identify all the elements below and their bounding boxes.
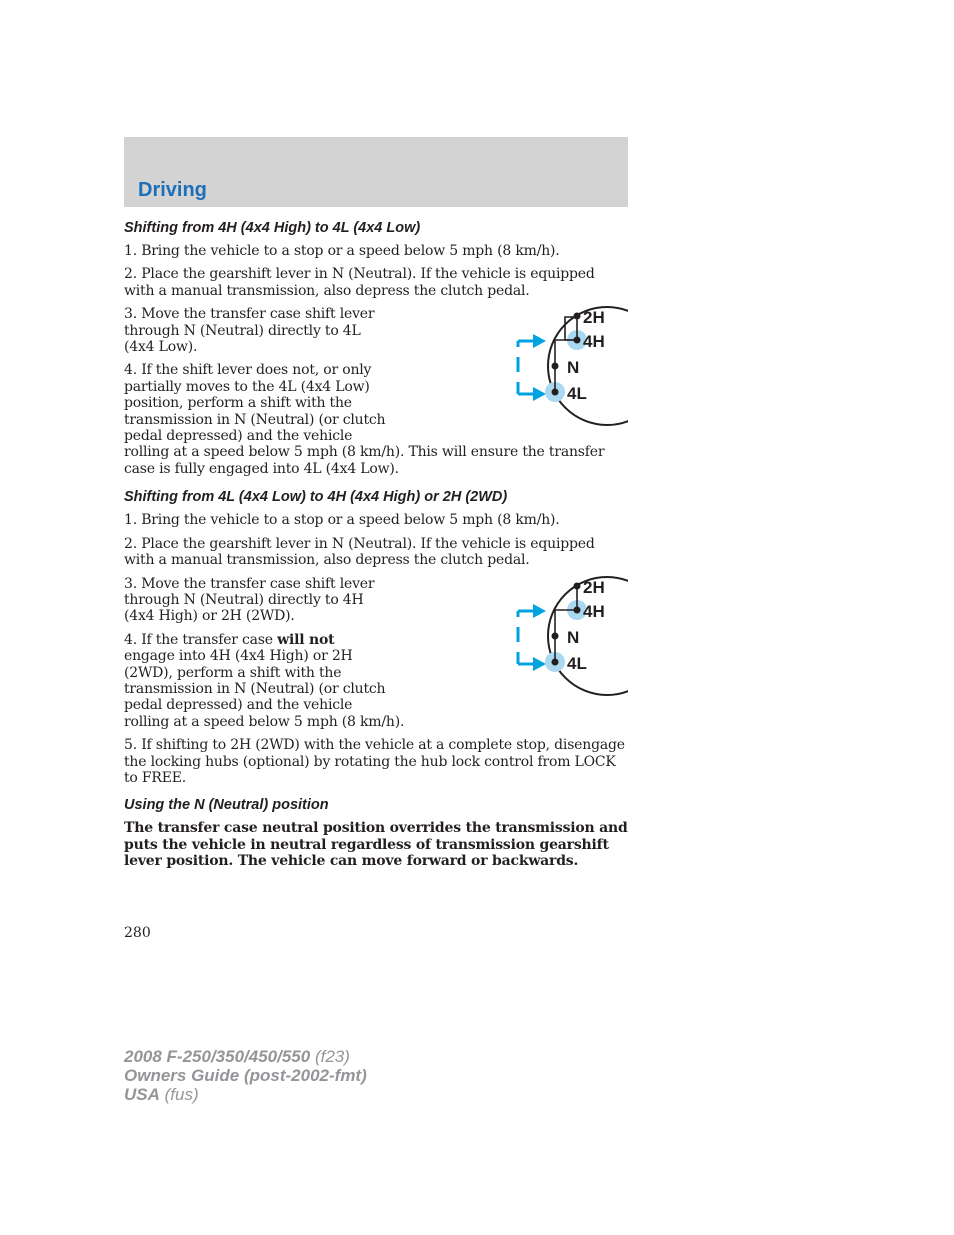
section-header-band <box>124 137 628 207</box>
transfer-case-diagram-1 <box>392 304 628 430</box>
page-content <box>124 220 628 877</box>
transfer-case-diagram-2 <box>392 574 628 700</box>
step4-text-b: engage into 4H (4x4 High) or 2H (2WD), perform a shift with the transmission in N (Neutral) (or clutch pedal depressed) and the vehicle rolling at a speed below 5 mph (8 km/h). <box>124 648 405 730</box>
section2-step1: 1. Bring the vehicle to a stop or a speed below 5 mph (8 km/h). <box>124 512 560 529</box>
pos-label-n-1: N <box>567 358 580 378</box>
page-number: 280 <box>124 925 151 941</box>
pos-label-2h-1: 2H <box>583 308 605 328</box>
pos-label-4l-1: 4L <box>567 384 587 404</box>
footer-line-2: Owners Guide (post-2002-fmt) <box>124 1066 367 1085</box>
step4-emphasis: will not <box>277 631 335 648</box>
arrow-head-down-2 <box>533 657 546 671</box>
footer-line-3: USA (fus) <box>124 1085 199 1104</box>
section2-step3: 3. Move the transfer case shift lever through N (Neutral) directly to 4H (4x4 High) or 2H (2WD). <box>124 575 375 625</box>
section3-heading: Using the N (Neutral) position <box>124 797 329 814</box>
section1-step2: 2. Place the gearshift lever in N (Neutral). If the vehicle is equipped with a manual transmission, also depress the clutch pedal. <box>124 266 595 299</box>
shift-pattern-figure-1 <box>392 304 628 430</box>
direction-arrow-2 <box>518 611 534 664</box>
footer-line-1: 2008 F-250/350/450/550 (f23) <box>124 1047 350 1066</box>
section-title: Driving <box>138 179 207 201</box>
pos-label-2h-2: 2H <box>583 577 605 597</box>
pos-label-4l-2: 4L <box>567 653 587 673</box>
pos-label-n-2: N <box>567 627 580 647</box>
section2-step5: 5. If shifting to 2H (2WD) with the vehicle at a complete stop, disengage the locking hubs (optional) by rotating the hub lock control from LOCK to FREE. <box>124 737 625 786</box>
section1-step4: 4. If the shift lever does not, or only partially moves to the 4L (4x4 Low) position, perform a shift with the transmission in N (Neutral) (or clutch pedal depressed) and the vehicle rolling at a speed below 5 mph (8 km/h). This will ensure the transfer case is fully engaged into 4L (4x4 Low). <box>124 362 605 477</box>
arrow-head-up-2 <box>533 604 546 618</box>
step4-text-a: 4. If the transfer case <box>124 631 278 648</box>
section2-figure-wrap <box>124 576 628 731</box>
section1-step1: 1. Bring the vehicle to a stop or a speed below 5 mph (8 km/h). <box>124 243 560 259</box>
pos-label-4h-1: 4H <box>583 332 605 352</box>
section2-heading: Shifting from 4L (4x4 Low) to 4H (4x4 High) or 2H (2WD) <box>124 489 508 506</box>
section2-step2: 2. Place the gearshift lever in N (Neutral). If the vehicle is equipped with a manual transmission, also depress the clutch pedal. <box>124 535 595 569</box>
section1-step3: 3. Move the transfer case shift lever through N (Neutral) directly to 4L (4x4 Low). <box>124 306 375 356</box>
section1-figure-wrap <box>124 306 628 477</box>
direction-arrow-1 <box>518 341 534 394</box>
neutral-warning-text: The transfer case neutral position overrides the transmission and puts the vehicle in neutral regardless of transmission gearshift lever position. The vehicle can move forward or backwards. <box>124 820 628 870</box>
shift-pattern-figure-2 <box>392 574 628 700</box>
arrow-head-up-1 <box>533 334 546 348</box>
arrow-head-down-1 <box>533 387 546 401</box>
pos-label-4h-2: 4H <box>583 601 605 621</box>
document-footer <box>124 1047 367 1104</box>
section1-heading: Shifting from 4H (4x4 High) to 4L (4x4 Low) <box>124 220 421 236</box>
